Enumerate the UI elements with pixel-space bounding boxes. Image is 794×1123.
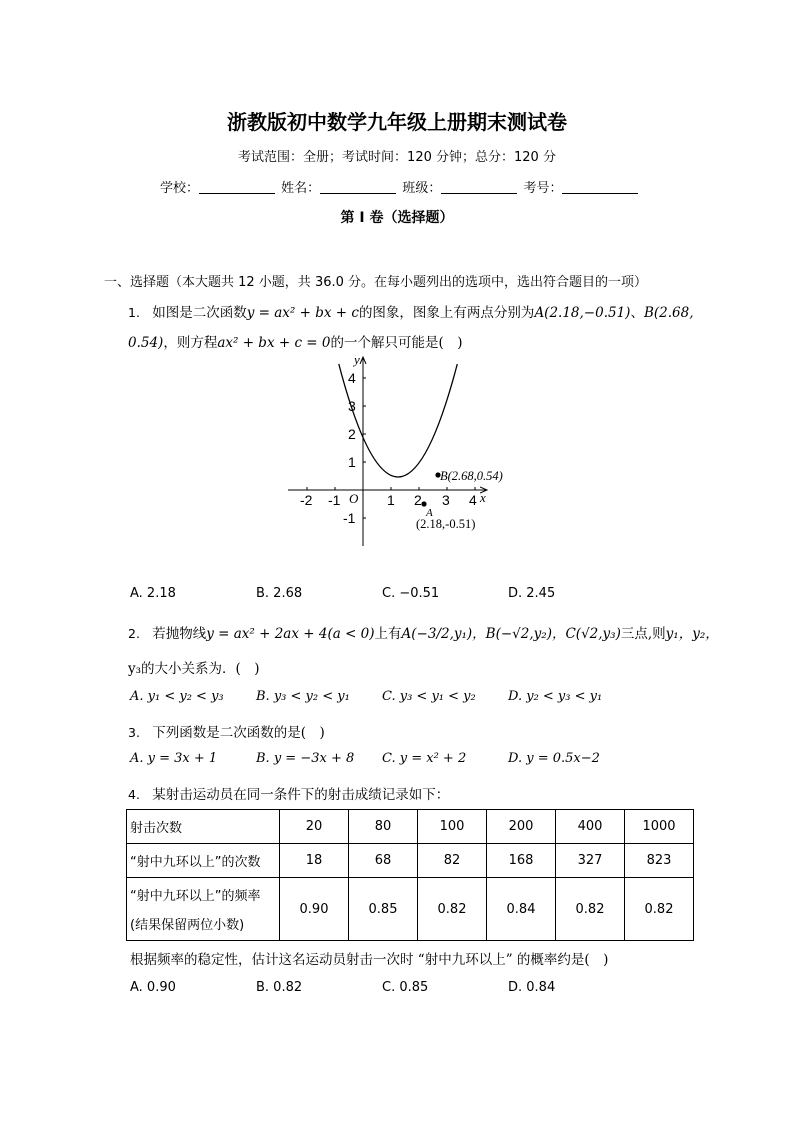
q2-text-c: 三点,则: [620, 626, 666, 642]
volume-heading: 第 I 卷（选择题）: [340, 210, 454, 226]
y-tick-3: 3: [348, 398, 356, 414]
q1-text-d: 的一个解只可能是( ): [330, 335, 463, 351]
x-tick--1: -1: [328, 492, 341, 508]
table-cell: 100: [418, 810, 487, 844]
table-row: [127, 810, 694, 844]
q1-point-a: A(2.18,−0.51): [534, 305, 631, 321]
field-school-label: 学校：: [160, 181, 200, 196]
q2-line2: y₃的大小关系为．( ): [128, 661, 260, 677]
q3-option-d[interactable]: D. y = 0.5x−2: [508, 751, 600, 766]
table-cell: 80: [349, 810, 418, 844]
q2-points: A(−3/2,y₁)，B(−√2,y₂)，C(√2,y₃): [401, 626, 621, 642]
q2-text-b: 上有: [374, 626, 402, 642]
table-cell: 0.82: [556, 878, 625, 941]
table-cell: 0.82: [625, 878, 694, 941]
table-cell: 0.84: [487, 878, 556, 941]
q3-option-a[interactable]: A. y = 3x + 1: [130, 751, 218, 766]
row-label-frequency: [127, 878, 280, 941]
q3-line: [128, 721, 325, 741]
q2-text-a: 若抛物线: [152, 626, 207, 642]
q1-line1: [128, 301, 694, 321]
table-cell: 823: [625, 844, 694, 878]
x-tick-3: 3: [442, 492, 450, 508]
q2-expr: y = ax² + 2ax + 4(a < 0): [206, 626, 375, 642]
q4-line: [128, 783, 449, 803]
q1-option-a[interactable]: A. 2.18: [130, 586, 176, 601]
shooting-records-table: [126, 809, 694, 941]
student-fields: [160, 177, 640, 196]
q2-option-c[interactable]: C. y₃ < y₁ < y₂: [382, 689, 476, 704]
x-tick-2: 2: [414, 492, 422, 508]
q4-number: 4.: [128, 787, 140, 802]
y-tick-2: 2: [348, 426, 356, 442]
field-class-blank[interactable]: [441, 181, 517, 194]
point-a-label: A: [426, 507, 433, 519]
q4-option-a[interactable]: A. 0.90: [130, 980, 176, 995]
field-class-label: 班级：: [402, 181, 442, 196]
q2-option-b[interactable]: B. y₃ < y₂ < y₁: [256, 689, 350, 704]
y-axis-label: y: [354, 352, 360, 367]
q1-parabola-graph: [280, 350, 520, 550]
q1-expr1: y = ax² + bx + c: [246, 305, 359, 321]
q3-text: 下列函数是二次函数的是( ): [152, 725, 325, 741]
q2-option-a[interactable]: A. y₁ < y₂ < y₃: [130, 689, 224, 704]
row-label-shots: 射击次数: [127, 810, 280, 844]
q2-line1: [128, 622, 719, 642]
q1-point-b-b: 0.54): [128, 335, 164, 351]
x-tick--2: -2: [300, 492, 313, 508]
q1-option-d[interactable]: D. 2.45: [508, 586, 556, 601]
point-a: [421, 501, 426, 506]
q1-sep: 、: [630, 305, 644, 321]
table-row: [127, 844, 694, 878]
table-cell: 1000: [625, 810, 694, 844]
x-tick-4: 4: [469, 492, 477, 508]
y-tick-4: 4: [348, 370, 356, 386]
field-school-blank[interactable]: [199, 181, 275, 194]
q4-after-text: 根据频率的稳定性，估计这名运动员射击一次时 “射中九环以上” 的概率约是( ): [130, 952, 609, 968]
table-cell: 0.85: [349, 878, 418, 941]
q4-text: 某射击运动员在同一条件下的射击成绩记录如下：: [152, 787, 450, 803]
table-row: [127, 878, 694, 941]
q3-option-c[interactable]: C. y = x² + 2: [382, 751, 467, 766]
table-cell: 168: [487, 844, 556, 878]
q1-line2: [128, 331, 463, 351]
q3-number: 3.: [128, 725, 140, 740]
page-title: 浙教版初中数学九年级上册期末测试卷: [227, 110, 567, 134]
point-b-label: B(2.68,0.54): [440, 469, 503, 483]
field-number-blank[interactable]: [562, 181, 638, 194]
point-a-coord: (2.18,-0.51): [416, 517, 476, 531]
table-cell: 82: [418, 844, 487, 878]
q2-vars: y₁，y₂，: [665, 626, 719, 642]
q1-number: 1.: [128, 305, 140, 320]
q1-option-b[interactable]: B. 2.68: [256, 586, 303, 601]
y-tick--1: -1: [343, 510, 356, 526]
q2-number: 2.: [128, 626, 140, 641]
row-label-frequency-b: (结果保留两位小数): [130, 918, 245, 933]
q1-text-c: ，则方程: [163, 335, 218, 351]
row-label-frequency-a: “射中九环以上”的频率: [130, 889, 261, 904]
x-axis-label: x: [480, 490, 486, 505]
q4-option-c[interactable]: C. 0.85: [382, 980, 429, 995]
parabola-curve: [339, 364, 458, 477]
q1-option-c[interactable]: C. −0.51: [382, 586, 440, 601]
exam-info: 考试范围：全册；考试时间：120 分钟；总分：120 分: [238, 150, 556, 165]
q4-option-b[interactable]: B. 0.82: [256, 980, 303, 995]
table-cell: 20: [280, 810, 349, 844]
q1-text-b: 的图象，图象上有两点分别为: [358, 305, 535, 321]
table-cell: 400: [556, 810, 625, 844]
x-tick-1: 1: [387, 492, 395, 508]
table-cell: 0.82: [418, 878, 487, 941]
table-cell: 18: [280, 844, 349, 878]
q3-option-b[interactable]: B. y = −3x + 8: [256, 751, 355, 766]
table-cell: 68: [349, 844, 418, 878]
section-heading: 一、选择题（本大题共 12 小题，共 36.0 分。在每小题列出的选项中，选出符合题目的一项）: [104, 275, 648, 290]
origin-label: O: [349, 491, 359, 506]
field-name-blank[interactable]: [320, 181, 396, 194]
field-name-label: 姓名：: [281, 181, 321, 196]
q1-expr2: ax² + bx + c = 0: [217, 335, 331, 351]
y-tick-1: 1: [348, 454, 356, 470]
q1-point-b-a: B(2.68,: [643, 305, 694, 321]
table-cell: 200: [487, 810, 556, 844]
table-cell: 327: [556, 844, 625, 878]
field-number-label: 考号：: [523, 181, 563, 196]
table-cell: 0.90: [280, 878, 349, 941]
q2-option-d[interactable]: D. y₂ < y₃ < y₁: [508, 689, 603, 704]
q4-option-d[interactable]: D. 0.84: [508, 980, 556, 995]
q1-text-a: 如图是二次函数: [152, 305, 247, 321]
row-label-hits: “射中九环以上”的次数: [127, 844, 280, 878]
